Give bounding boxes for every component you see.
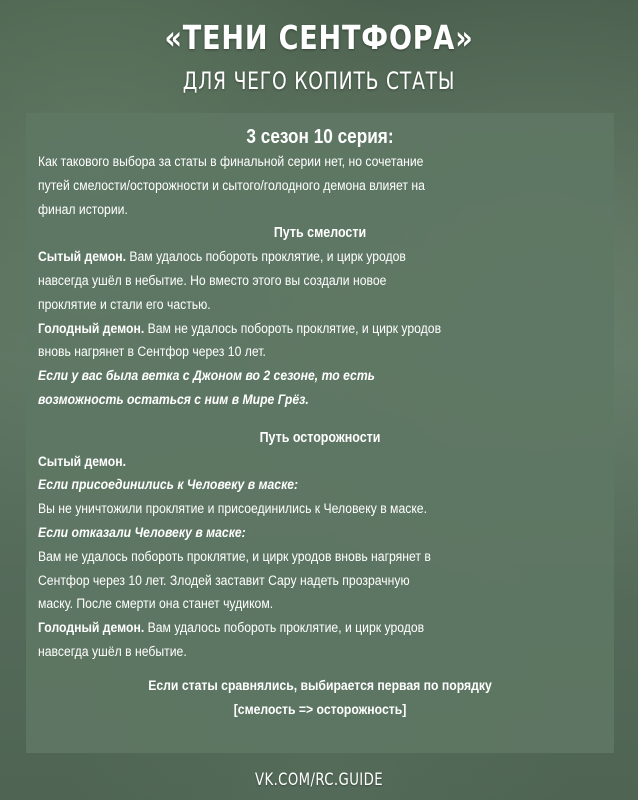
caution-refused-line-3: маску. После смерти она станет чудиком. xyxy=(38,596,274,613)
courage-hungry-label: Голодный демон. xyxy=(38,320,145,337)
tie-rule-line-2: [смелость => осторожность] xyxy=(233,701,407,718)
caution-refused-label: Если отказали Человеку в маске: xyxy=(38,524,246,541)
caution-hungry-text-1: Вам удалось побороть проклятие, и цирк уродов xyxy=(147,620,425,637)
source-credit: VK.COM/RC.GUIDE xyxy=(255,770,383,790)
courage-fed-text-1: Вам удалось побороть проклятие, и цирк уродов xyxy=(129,249,406,266)
courage-heading: Путь смелости xyxy=(273,225,367,242)
info-card xyxy=(26,113,614,753)
tie-rule-line-1: Если статы сравнялись, выбирается первая по порядку xyxy=(148,677,492,694)
caution-hungry-label: Голодный демон. xyxy=(38,620,145,637)
page-subtitle: ДЛЯ ЧЕГО КОПИТЬ СТАТЫ xyxy=(182,67,456,95)
caution-joined-text: Вы не уничтожили проклятие и присоединились к Человеку в маске. xyxy=(38,501,427,518)
courage-fed-line-3: проклятие и стали его частью. xyxy=(38,296,211,313)
courage-hungry-line-1 xyxy=(38,318,597,342)
courage-note-line-1: Если у вас была ветка с Джоном во 2 сезоне, то есть xyxy=(38,368,375,385)
caution-hungry-line-2: навсегда ушёл в небытие. xyxy=(38,643,187,660)
courage-hungry-text-1: Вам не удалось побороть проклятие, и цирк уродов xyxy=(147,320,442,337)
courage-hungry-line-2: вновь нагрянет в Сентфор через 10 лет. xyxy=(38,344,266,361)
courage-fed-line-2: навсегда ушёл в небытие. Но вместо этого вы создали новое xyxy=(38,272,387,289)
caution-hungry-line-1 xyxy=(38,617,597,641)
intro-line-2: путей смелости/осторожности и сытого/голодного демона влияет на xyxy=(38,177,425,194)
caution-refused-line-1: Вам не удалось побороть проклятие, и цирк уродов вновь нагрянет в xyxy=(38,548,431,565)
courage-note-line-2: возможность остаться с ним в Мире Грёз. xyxy=(38,391,309,408)
caution-fed-label: Сытый демон. xyxy=(38,453,126,470)
intro-line-3: финал истории. xyxy=(38,201,128,218)
courage-fed-label: Сытый демон. xyxy=(38,249,126,266)
caution-heading: Путь осторожности xyxy=(259,429,381,446)
page-title: «ТЕНИ СЕНТФОРА» xyxy=(164,18,474,57)
intro-line-1: Как такового выбора за статы в финальной серии нет, но сочетание xyxy=(38,154,424,170)
episode-heading: 3 сезон 10 серия: xyxy=(246,126,394,148)
courage-fed-line-1 xyxy=(38,246,597,270)
caution-refused-line-2: Сентфор через 10 лет. Злодей заставит Сару надеть прозрачную xyxy=(38,572,410,589)
caution-joined-label: Если присоединились к Человеку в маске: xyxy=(38,477,299,494)
